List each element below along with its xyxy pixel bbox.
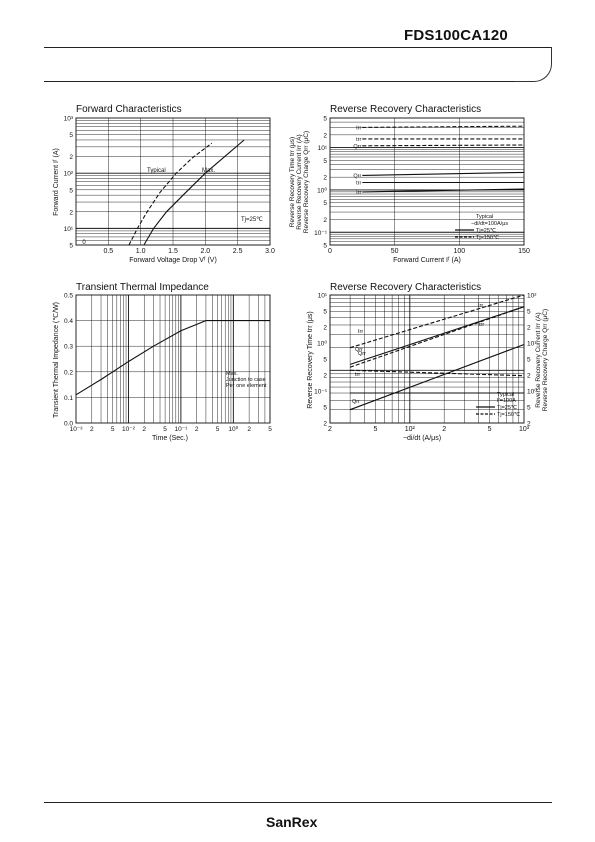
part-number: FDS100CA120 <box>404 27 508 44</box>
chart1-origin-label: 0 <box>82 240 86 246</box>
chart1-y-tick-label: 5 <box>69 132 73 140</box>
chart4-legend-title: Typical <box>497 392 515 398</box>
chart4-x-tick-label: 2 <box>328 426 332 433</box>
brand-logo: SanRex <box>266 814 318 830</box>
chart4-x-tick-label: 5 <box>487 426 492 433</box>
chart4-legend-tj25: Tj=25℃ <box>497 405 518 411</box>
chart3-x-tick-label: 2 <box>89 426 94 433</box>
chart4-curve-label: Qrr <box>352 399 360 405</box>
chart2-curve-label: Qrr <box>353 173 362 180</box>
chart4-curve-label: trr <box>355 372 361 378</box>
chart1-y-axis-label: Forward Current Iᶠ (A) <box>53 148 60 216</box>
chart4-right-tick-label: 5 <box>527 308 531 316</box>
chart4-right-tick-label: 5 <box>527 404 531 412</box>
chart2-curve-label: trr <box>356 180 362 187</box>
chart4-right-tick-label: 2 <box>527 324 531 332</box>
chart2-y-axis-label: Reverse Recovery Charge Qrr (μC) <box>303 130 310 234</box>
chart4-legend-tj150: Tj=150℃ <box>497 412 521 418</box>
chart4-curve-label: Qrr <box>358 351 366 357</box>
chart4-right-tick-label: 5 <box>527 356 531 364</box>
chart4-x-tick-label: 10³ <box>518 426 530 433</box>
chart2-curve-label: Irr <box>356 125 362 132</box>
chart2-x-axis-label: Forward Current Iᶠ (A) <box>393 257 461 264</box>
chart4-left-tick-label: 5 <box>323 356 327 364</box>
chart4-left-tick-label: 2 <box>323 324 327 332</box>
chart4-curve-label: Irr <box>358 329 364 335</box>
chart1-annotation-tj: Tj=25℃ <box>241 217 263 223</box>
chart3-x-tick-label: 10⁻³ <box>69 426 83 433</box>
chart3-y-tick-label: 0.3 <box>63 343 73 351</box>
chart2-series-qrr <box>362 145 524 146</box>
chart1-y-tick-label: 5 <box>69 187 73 195</box>
chart4-series-qrr <box>350 307 524 368</box>
chart2-legend-tj150: Tj=150℃ <box>476 235 500 241</box>
chart1-x-tick-label: 2.0 <box>200 248 211 255</box>
chart3-x-tick-label: 10⁰ <box>228 426 239 433</box>
chart2-y-tick-label: 10⁰ <box>317 187 327 195</box>
chart1-x-tick-label: 1.5 <box>168 248 178 255</box>
chart4-left-tick-label: 10¹ <box>317 292 327 300</box>
chart2-curve-label: trr <box>356 136 362 143</box>
chart1-y-tick-label: 10² <box>63 170 73 178</box>
chart4-right-tick-label: 2 <box>527 372 531 380</box>
chart2-y-tick-label: 2 <box>323 174 327 182</box>
chart4-series-irr <box>350 295 524 348</box>
chart2-x-tick-label: 50 <box>390 248 399 255</box>
chart1-y-tick-label: 10¹ <box>63 225 73 233</box>
chart4-left-tick-label: 5 <box>323 404 327 412</box>
chart2-series-irr <box>362 189 524 192</box>
chart1-y-tick-label: 10³ <box>63 115 73 123</box>
chart2-legend-condition: −di/dt=100A/μs <box>471 221 509 227</box>
chart1-y-tick-label: 2 <box>69 154 73 162</box>
chart3-x-tick-label: 5 <box>268 426 272 433</box>
chart2-legend-tj25: Tj=25℃ <box>476 228 497 234</box>
chart2-y-axis-label: Reverse Recovery Current Irr (A) <box>296 134 303 230</box>
chart4-y-axis-label-right: Reverse Recovery Current Irr (A) <box>535 312 542 408</box>
chart2-y-axis-label: Reverse Recovery Time trr (μs) <box>289 136 296 228</box>
chart2-curve-label: Qrr <box>353 143 362 150</box>
chart2-y-tick-label: 2 <box>323 132 327 140</box>
chart2-curve-label: Irr <box>356 189 362 196</box>
chart2-series-qrr <box>362 172 524 175</box>
chart3-x-axis-label: Time (Sec.) <box>152 435 188 442</box>
chart1-annotation-max: Max. <box>202 168 216 174</box>
chart2-y-tick-label: 5 <box>323 200 327 208</box>
chart4-title: Reverse Recovery Characteristics <box>330 282 482 293</box>
chart3-x-tick-label: 5 <box>163 426 167 433</box>
chart1-x-tick-label: 1.0 <box>135 248 146 255</box>
footer-rule <box>44 802 552 803</box>
chart4-curve-label: Qrr <box>355 347 363 353</box>
chart1-x-tick-label: 0.5 <box>103 248 114 255</box>
chart3-x-tick-label: 2 <box>247 426 251 433</box>
chart2-title: Reverse Recovery Characteristics <box>330 104 482 115</box>
chart1-title: Forward Characteristics <box>76 104 182 115</box>
chart2-x-tick-label: 0 <box>328 248 332 255</box>
chart4-right-tick-label: 10⁰ <box>527 388 537 396</box>
chart2-y-tick-label: 5 <box>323 242 327 250</box>
chart1-annotation-typical: Typical <box>147 168 166 174</box>
chart3-y-tick-label: 0.0 <box>63 420 73 428</box>
chart4-left-tick-label: 10⁻¹ <box>314 388 327 396</box>
chart3-x-tick-label: 2 <box>142 426 147 433</box>
chart4-series-trr <box>350 370 524 375</box>
chart4-curve-label: trr <box>479 322 485 328</box>
chart1-x-tick-label: 3.0 <box>265 248 275 255</box>
chart3-frame <box>76 295 270 423</box>
chart3-y-tick-label: 0.2 <box>63 369 73 377</box>
chart4-curve-label: Irr <box>478 303 484 309</box>
chart3-y-tick-label: 0.4 <box>63 318 73 326</box>
chart2-y-tick-label: 5 <box>323 115 327 123</box>
chart2-x-tick-label: 150 <box>518 248 530 255</box>
chart4-left-tick-label: 5 <box>323 308 327 316</box>
chart3-x-tick-label: 5 <box>215 426 220 433</box>
chart2-y-tick-label: 5 <box>323 157 327 165</box>
chart4-x-axis-label: −di/dt (A/μs) <box>402 435 442 442</box>
chart4-right-tick-label: 10¹ <box>527 340 537 348</box>
chart2-y-tick-label: 10⁻¹ <box>314 229 327 237</box>
chart4-left-tick-label: 2 <box>323 420 327 428</box>
chart4-x-tick-label: 5 <box>373 426 378 433</box>
chart4-left-tick-label: 2 <box>323 372 327 380</box>
chart3-x-tick-label: 5 <box>110 426 115 433</box>
chart3-title: Transient Thermal Impedance <box>76 282 209 293</box>
chart4-left-tick-label: 10⁰ <box>317 340 327 348</box>
chart1-x-axis-label: Forward Voltage Drop Vᶠ (V) <box>129 257 217 264</box>
chart3-y-tick-label: 0.5 <box>63 292 73 300</box>
chart3-x-tick-label: 10⁻² <box>122 426 135 433</box>
chart4-legend-condition: Iᶠ=100A <box>497 398 516 404</box>
chart3-y-axis-label: Transient Thermal Impedance (℃/W) <box>53 301 60 419</box>
chart3-annotation: Max. <box>226 371 238 377</box>
chart2-y-tick-label: 2 <box>323 217 327 225</box>
chart4-right-tick-label: 10² <box>527 292 537 300</box>
chart1-y-tick-label: 2 <box>69 209 73 217</box>
chart3-y-tick-label: 0.1 <box>63 394 73 402</box>
chart2-x-tick-label: 100 <box>453 248 466 255</box>
chart1-y-tick-label: 5 <box>69 242 73 250</box>
chart3-annotation: Junction to case <box>226 377 266 383</box>
chart2-legend-title: Typical <box>476 214 494 220</box>
chart1-series-max <box>144 140 244 245</box>
chart3-annotation: Per one element <box>226 383 267 389</box>
chart4-y-axis-label-right: Reverse Recovery Charge Qrr (μC) <box>542 308 549 412</box>
chart1-x-tick-label: 2.5 <box>232 248 243 255</box>
chart2-y-tick-label: 10¹ <box>317 145 327 153</box>
chart4-x-tick-label: 2 <box>442 426 447 433</box>
chart4-x-tick-label: 10² <box>404 426 415 433</box>
chart3-x-tick-label: 10⁻¹ <box>174 426 188 433</box>
chart1-series-typical <box>129 143 212 245</box>
chart4-y-axis-label-left: Reverse Recovery Time trr (μs) <box>307 311 314 409</box>
chart4-right-tick-label: 2 <box>527 420 531 428</box>
chart3-x-tick-label: 2 <box>194 426 199 433</box>
